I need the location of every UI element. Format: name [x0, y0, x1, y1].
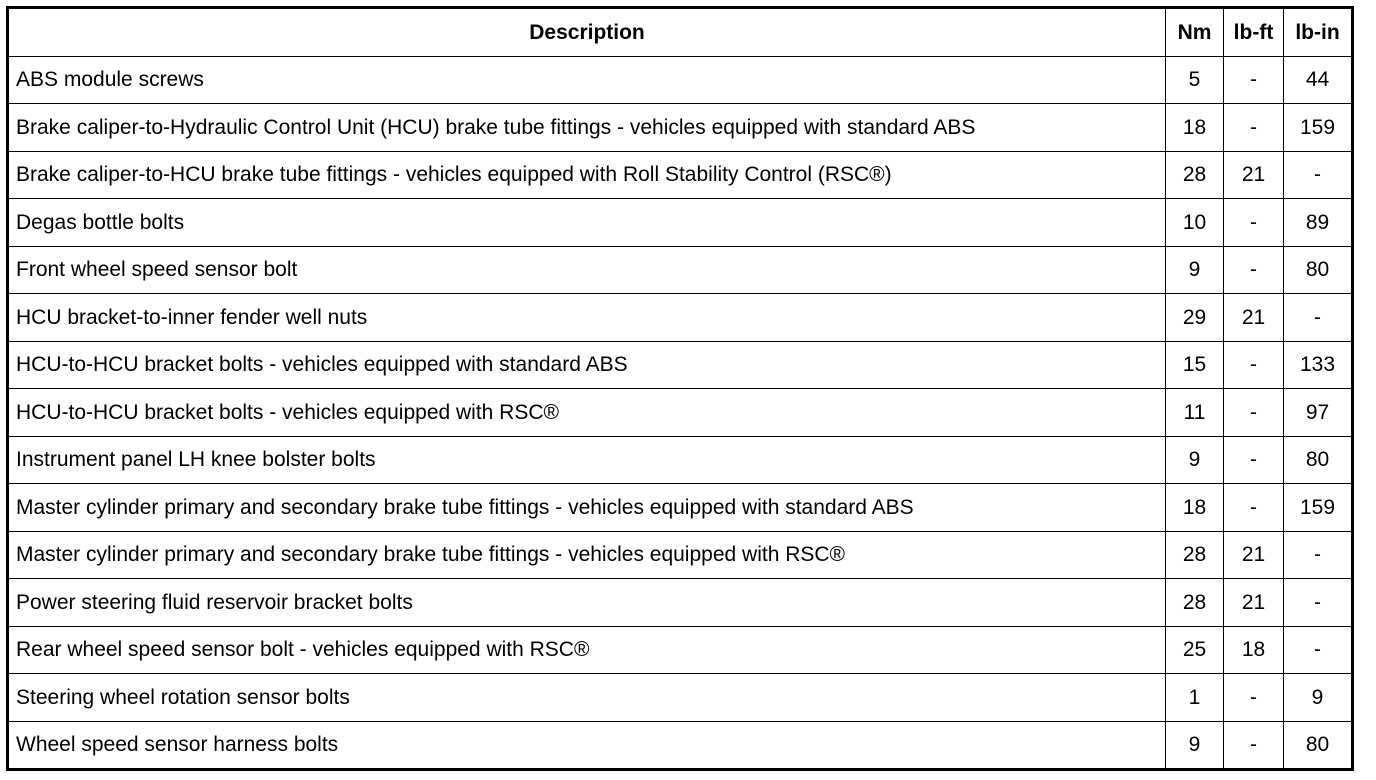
cell-lbin: 9	[1284, 674, 1353, 722]
cell-lbin: -	[1284, 626, 1353, 674]
cell-lbft: 21	[1224, 579, 1284, 627]
table-row	[8, 436, 1353, 484]
cell-description: Rear wheel speed sensor bolt - vehicles equipped with RSC®	[8, 626, 1166, 674]
table-row	[8, 151, 1353, 199]
cell-description: HCU-to-HCU bracket bolts - vehicles equipped with RSC®	[8, 389, 1166, 437]
cell-description: Front wheel speed sensor bolt	[8, 246, 1166, 294]
cell-nm: 1	[1166, 674, 1224, 722]
table-row	[8, 56, 1353, 104]
cell-description: Power steering fluid reservoir bracket bolts	[8, 579, 1166, 627]
table-row	[8, 389, 1353, 437]
cell-nm: 25	[1166, 626, 1224, 674]
table-row	[8, 626, 1353, 674]
table-row	[8, 199, 1353, 247]
cell-description: Instrument panel LH knee bolster bolts	[8, 436, 1166, 484]
table-body	[8, 56, 1353, 770]
table-row	[8, 294, 1353, 342]
cell-description: Brake caliper-to-HCU brake tube fittings - vehicles equipped with Roll Stability Control (RSC®)	[8, 151, 1166, 199]
cell-description: Degas bottle bolts	[8, 199, 1166, 247]
table-row	[8, 721, 1353, 770]
header-lbin: lb-in	[1284, 8, 1353, 57]
table-row	[8, 531, 1353, 579]
table-row	[8, 579, 1353, 627]
cell-description: Master cylinder primary and secondary brake tube fittings - vehicles equipped with standard ABS	[8, 484, 1166, 532]
cell-lbin: 159	[1284, 484, 1353, 532]
cell-nm: 28	[1166, 531, 1224, 579]
cell-description: Steering wheel rotation sensor bolts	[8, 674, 1166, 722]
cell-lbin: 159	[1284, 104, 1353, 152]
cell-nm: 9	[1166, 436, 1224, 484]
cell-lbft: -	[1224, 674, 1284, 722]
cell-lbin: 80	[1284, 721, 1353, 770]
cell-description: HCU bracket-to-inner fender well nuts	[8, 294, 1166, 342]
cell-lbft: 18	[1224, 626, 1284, 674]
cell-lbft: -	[1224, 484, 1284, 532]
table-row	[8, 104, 1353, 152]
cell-lbin: 133	[1284, 341, 1353, 389]
cell-lbin: 97	[1284, 389, 1353, 437]
cell-lbin: -	[1284, 531, 1353, 579]
cell-lbft: -	[1224, 199, 1284, 247]
header-lbft: lb-ft	[1224, 8, 1284, 57]
cell-nm: 9	[1166, 246, 1224, 294]
table-row	[8, 484, 1353, 532]
torque-specifications-table	[6, 6, 1354, 771]
header-description: Description	[8, 8, 1166, 57]
table-row	[8, 674, 1353, 722]
cell-nm: 10	[1166, 199, 1224, 247]
cell-lbin: -	[1284, 294, 1353, 342]
cell-nm: 5	[1166, 56, 1224, 104]
cell-description: Master cylinder primary and secondary brake tube fittings - vehicles equipped with RSC®	[8, 531, 1166, 579]
cell-lbft: 21	[1224, 294, 1284, 342]
cell-description: Brake caliper-to-Hydraulic Control Unit (HCU) brake tube fittings - vehicles equipped with standard ABS	[8, 104, 1166, 152]
cell-lbft: -	[1224, 341, 1284, 389]
header-row	[8, 8, 1353, 57]
cell-lbft: -	[1224, 104, 1284, 152]
cell-lbft: -	[1224, 246, 1284, 294]
cell-lbft: 21	[1224, 151, 1284, 199]
cell-lbin: 44	[1284, 56, 1353, 104]
cell-description: HCU-to-HCU bracket bolts - vehicles equipped with standard ABS	[8, 341, 1166, 389]
header-nm: Nm	[1166, 8, 1224, 57]
cell-nm: 18	[1166, 104, 1224, 152]
cell-lbft: -	[1224, 56, 1284, 104]
cell-nm: 28	[1166, 151, 1224, 199]
cell-lbin: -	[1284, 579, 1353, 627]
cell-nm: 15	[1166, 341, 1224, 389]
table-row	[8, 341, 1353, 389]
cell-description: ABS module screws	[8, 56, 1166, 104]
cell-lbin: 80	[1284, 436, 1353, 484]
cell-nm: 29	[1166, 294, 1224, 342]
cell-lbft: -	[1224, 389, 1284, 437]
cell-lbft: 21	[1224, 531, 1284, 579]
cell-lbin: 80	[1284, 246, 1353, 294]
cell-nm: 9	[1166, 721, 1224, 770]
cell-lbft: -	[1224, 436, 1284, 484]
cell-lbin: 89	[1284, 199, 1353, 247]
cell-nm: 28	[1166, 579, 1224, 627]
cell-lbin: -	[1284, 151, 1353, 199]
table-row	[8, 246, 1353, 294]
cell-lbft: -	[1224, 721, 1284, 770]
cell-description: Wheel speed sensor harness bolts	[8, 721, 1166, 770]
cell-nm: 18	[1166, 484, 1224, 532]
cell-nm: 11	[1166, 389, 1224, 437]
